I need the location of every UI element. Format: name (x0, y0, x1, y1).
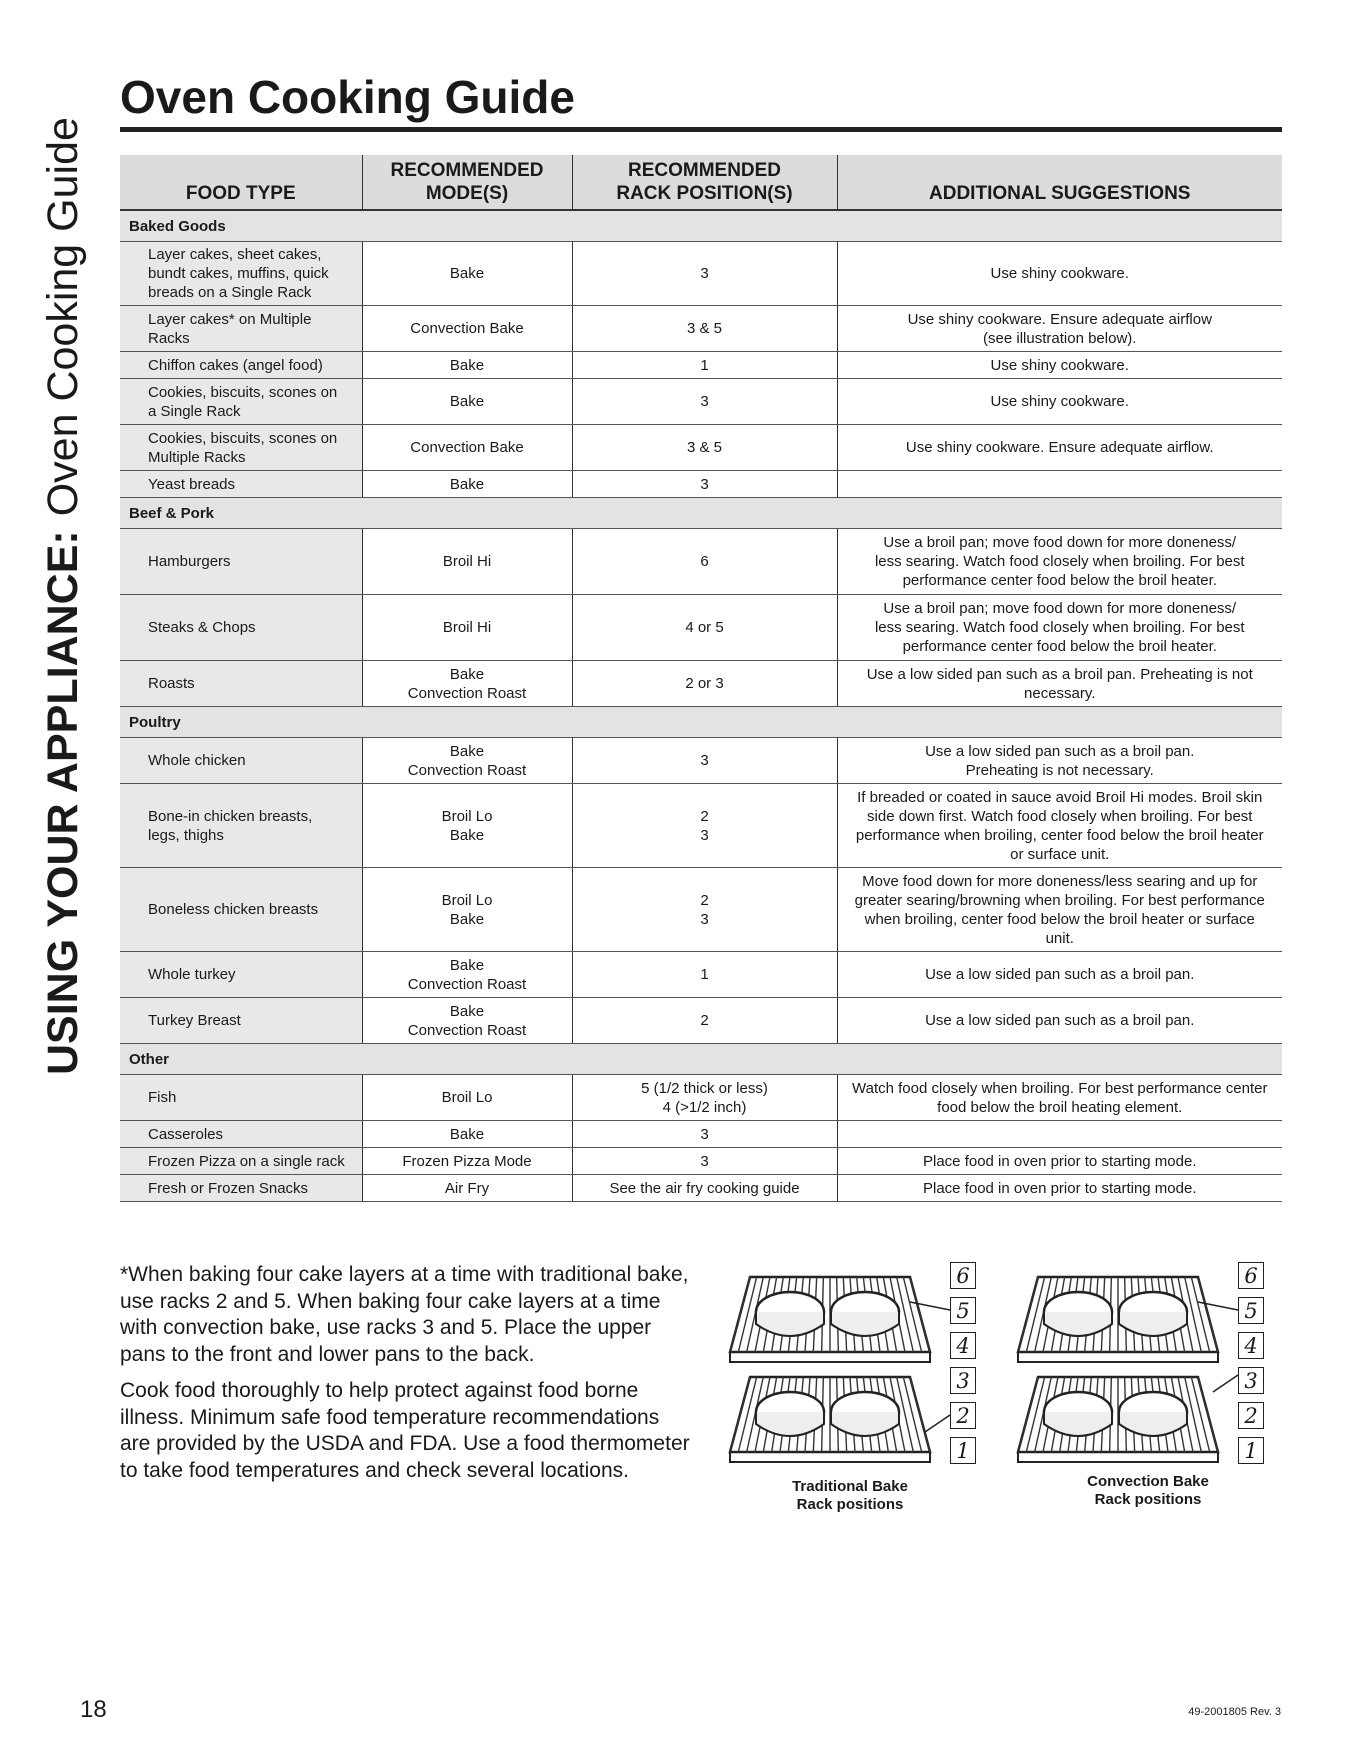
food-type-cell: Fresh or Frozen Snacks (120, 1175, 362, 1202)
table-row (120, 1121, 1282, 1148)
mode-cell: Bake (362, 242, 572, 306)
food-type-cell: Chiffon cakes (angel food) (120, 352, 362, 379)
table-row (120, 379, 1282, 425)
suggestion-cell: Watch food closely when broiling. For best performance center food below the broil heating element. (837, 1075, 1282, 1121)
suggestion-cell: Use a low sided pan such as a broil pan. Preheating is not necessary. (837, 661, 1282, 707)
page-title: Oven Cooking Guide (120, 71, 575, 123)
table-header-row (120, 155, 1282, 210)
header-mode: RECOMMENDED MODE(S) (362, 155, 572, 210)
suggestion-cell (837, 1121, 1282, 1148)
table-body (120, 210, 1282, 1202)
rack-cell: 4 or 5 (572, 595, 837, 661)
category-label: Baked Goods (120, 210, 1282, 242)
rack-cell: 1 (572, 952, 837, 998)
table-row (120, 1075, 1282, 1121)
rack-cell: 5 (1/2 thick or less) 4 (>1/2 inch) (572, 1075, 837, 1121)
rack-cell: 3 (572, 242, 837, 306)
food-type-cell: Cookies, biscuits, scones on Multiple Racks (120, 425, 362, 471)
title-rule (120, 127, 1282, 132)
rack-cell: See the air fry cooking guide (572, 1175, 837, 1202)
food-type-cell: Hamburgers (120, 529, 362, 595)
rack-position-label: 5 (950, 1297, 976, 1324)
mode-cell: Bake Convection Roast (362, 738, 572, 784)
header-rack-position: RECOMMENDED RACK POSITION(S) (572, 155, 837, 210)
mode-cell: Broil Lo Bake (362, 868, 572, 952)
food-type-cell: Layer cakes, sheet cakes, bundt cakes, muffins, quick breads on a Single Rack (120, 242, 362, 306)
food-type-cell: Boneless chicken breasts (120, 868, 362, 952)
suggestion-cell: Use shiny cookware. Ensure adequate airflow. (837, 425, 1282, 471)
rack-position-label: 4 (1238, 1332, 1264, 1359)
oven-rack (1018, 1377, 1218, 1462)
mode-cell: Broil Hi (362, 595, 572, 661)
mode-cell: Air Fry (362, 1175, 572, 1202)
mode-cell: Frozen Pizza Mode (362, 1148, 572, 1175)
table-row (120, 998, 1282, 1044)
category-row (120, 1044, 1282, 1075)
rack-position-label: 6 (950, 1262, 976, 1289)
rack-cell: 3 (572, 471, 837, 498)
rack-cell: 6 (572, 529, 837, 595)
rack-cell: 2 3 (572, 868, 837, 952)
table-row (120, 738, 1282, 784)
side-tab-section: USING YOUR APPLIANCE: (38, 530, 87, 1075)
suggestion-cell: Use shiny cookware. (837, 352, 1282, 379)
oven-rack (1018, 1277, 1218, 1362)
mode-cell: Bake (362, 471, 572, 498)
table-row (120, 868, 1282, 952)
suggestion-cell: Use a broil pan; move food down for more doneness/ less searing. Watch food closely when broiling. For best performance center food below the broil heater. (837, 595, 1282, 661)
table-row (120, 425, 1282, 471)
table-row (120, 661, 1282, 707)
food-type-cell: Turkey Breast (120, 998, 362, 1044)
food-type-cell: Bone-in chicken breasts, legs, thighs (120, 784, 362, 868)
oven-rack (730, 1377, 930, 1462)
mode-cell: Bake Convection Roast (362, 952, 572, 998)
food-type-cell: Yeast breads (120, 471, 362, 498)
suggestion-cell: Place food in oven prior to starting mode. (837, 1148, 1282, 1175)
header-food-type: FOOD TYPE (120, 155, 362, 210)
food-type-cell: Roasts (120, 661, 362, 707)
rack-cell: 3 (572, 1121, 837, 1148)
suggestion-cell: Use a low sided pan such as a broil pan. Preheating is not necessary. (837, 738, 1282, 784)
suggestion-cell: Use shiny cookware. Ensure adequate airflow (see illustration below). (837, 306, 1282, 352)
mode-cell: Bake (362, 1121, 572, 1148)
mode-cell: Convection Bake (362, 425, 572, 471)
food-type-cell: Steaks & Chops (120, 595, 362, 661)
rack-position-label: 5 (1238, 1297, 1264, 1324)
category-row (120, 210, 1282, 242)
side-section-tab (28, 75, 98, 1075)
suggestion-cell: Use a low sided pan such as a broil pan. (837, 952, 1282, 998)
suggestion-cell (837, 471, 1282, 498)
food-type-cell: Layer cakes* on Multiple Racks (120, 306, 362, 352)
category-row (120, 498, 1282, 529)
convection-bake-diagram (1008, 1262, 1308, 1512)
mode-cell: Broil Lo (362, 1075, 572, 1121)
table-row (120, 784, 1282, 868)
table-row (120, 529, 1282, 595)
traditional-bake-diagram (720, 1262, 1020, 1512)
suggestion-cell: Use a broil pan; move food down for more doneness/ less searing. Watch food closely when broiling. For best performance center food below the broil heater. (837, 529, 1282, 595)
rack-cell: 3 & 5 (572, 425, 837, 471)
mode-cell: Broil Lo Bake (362, 784, 572, 868)
rack-cell: 3 (572, 738, 837, 784)
rack-cell: 1 (572, 352, 837, 379)
rack-position-label: 1 (1238, 1437, 1264, 1464)
page-number: 18 (80, 1696, 107, 1723)
table-row (120, 952, 1282, 998)
diagram-caption: Traditional Bake Rack positions (792, 1478, 908, 1513)
rack-position-label: 6 (1238, 1262, 1264, 1289)
oven-rack (730, 1277, 930, 1362)
food-type-cell: Cookies, biscuits, scones on a Single Rack (120, 379, 362, 425)
rack-cell: 2 3 (572, 784, 837, 868)
rack-position-label: 3 (950, 1367, 976, 1394)
rack-position-label: 1 (950, 1437, 976, 1464)
suggestion-cell: Use shiny cookware. (837, 242, 1282, 306)
suggestion-cell: Use shiny cookware. (837, 379, 1282, 425)
rack-cell: 3 (572, 1148, 837, 1175)
suggestion-cell: Use a low sided pan such as a broil pan. (837, 998, 1282, 1044)
table-row (120, 242, 1282, 306)
food-safety-note: Cook food thoroughly to help protect against food borne illness. Minimum safe food temperature recommendations are provided by the USDA and FDA. Use a food thermometer to take food temperatures and check several locations. (120, 1379, 690, 1482)
category-label: Poultry (120, 707, 1282, 738)
footnote (120, 1262, 690, 1494)
header-suggestions: ADDITIONAL SUGGESTIONS (837, 155, 1282, 210)
food-type-cell: Fish (120, 1075, 362, 1121)
food-type-cell: Whole chicken (120, 738, 362, 784)
category-label: Other (120, 1044, 1282, 1075)
food-type-cell: Casseroles (120, 1121, 362, 1148)
rack-cell: 3 (572, 379, 837, 425)
suggestion-cell: Move food down for more doneness/less searing and up for greater searing/browning when broiling. For best performance when broiling, center food below the broil heater or surface unit. (837, 868, 1282, 952)
table-row (120, 352, 1282, 379)
mode-cell: Bake Convection Roast (362, 998, 572, 1044)
rack-position-label: 2 (1238, 1402, 1264, 1429)
cooking-guide-table (120, 155, 1282, 1202)
food-type-cell: Whole turkey (120, 952, 362, 998)
rack-position-label: 3 (1238, 1367, 1264, 1394)
mode-cell: Bake Convection Roast (362, 661, 572, 707)
rack-cell: 3 & 5 (572, 306, 837, 352)
category-row (120, 707, 1282, 738)
rack-position-label: 4 (950, 1332, 976, 1359)
table-row (120, 595, 1282, 661)
food-type-cell: Frozen Pizza on a single rack (120, 1148, 362, 1175)
side-tab-page: Oven Cooking Guide (38, 117, 87, 517)
suggestion-cell: Place food in oven prior to starting mode. (837, 1175, 1282, 1202)
table-row (120, 471, 1282, 498)
cake-layers-note: *When baking four cake layers at a time with traditional bake, use racks 2 and 5. When baking four cake layers at a time with convection bake, use racks 3 and 5. Place the upper pans to the front and lower pans to the back. (120, 1263, 689, 1366)
category-label: Beef & Pork (120, 498, 1282, 529)
document-code: 49-2001805 Rev. 3 (1188, 1706, 1281, 1718)
rack-position-label: 2 (950, 1402, 976, 1429)
table-row (120, 1175, 1282, 1202)
suggestion-cell: If breaded or coated in sauce avoid Broil Hi modes. Broil skin side down first. Watch food closely when broiling. For best performance when broiling, center food below the broil heater or surface unit. (837, 784, 1282, 868)
mode-cell: Broil Hi (362, 529, 572, 595)
rack-cell: 2 (572, 998, 837, 1044)
diagram-caption: Convection Bake Rack positions (1087, 1473, 1209, 1508)
mode-cell: Bake (362, 379, 572, 425)
rack-cell: 2 or 3 (572, 661, 837, 707)
table-row (120, 306, 1282, 352)
table-row (120, 1148, 1282, 1175)
mode-cell: Convection Bake (362, 306, 572, 352)
mode-cell: Bake (362, 352, 572, 379)
